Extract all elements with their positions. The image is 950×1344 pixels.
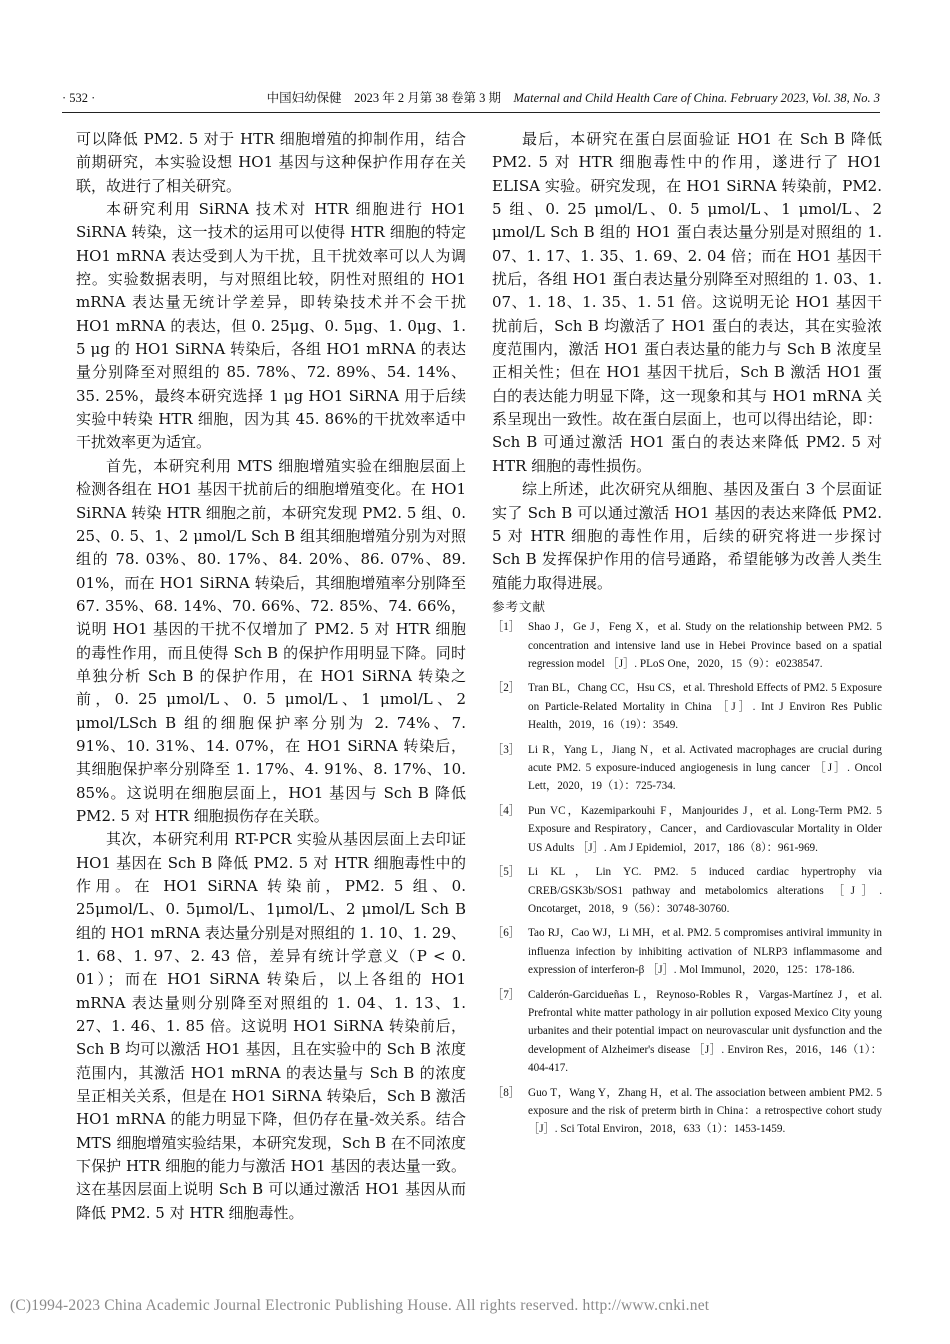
copyright-watermark: (C)1994-2023 China Academic Journal Electronic Publishing House. All rights reserved. http://www.cnki.net <box>10 1297 710 1314</box>
page-number: · 532 · <box>62 91 96 105</box>
reference-item <box>492 1084 882 1139</box>
paragraph: 综上所述，此次研究从细胞、基因及蛋白 3 个层面证实了 Sch B 可以通过激活 HO1 基因的表达来降低 PM2. 5 对 HTR 细胞的毒性作用，后续的研究将进一步探讨 Sch B 发挥保护作用的信号通路，希望能够为改善人类生殖能力取得进展。 <box>492 480 882 592</box>
paragraph: 本研究利用 SiRNA 技术对 HTR 细胞进行 HO1 SiRNA 转染，这一技术的运用可以使得 HTR 细胞的特定 HO1 mRNA 表达受到人为干扰，且干扰效率可以人为调控。实验数据表明，与对照组比较，阴性对照组的 HO1 mRNA 表达量无统计学差异，即转染技术并不会干扰 HO1 mRNA 的表达，但 0. 25μg、0. 5μg、1. 0μg、1. 5 μg 的 HO1 SiRNA 转染后，各组 HO1 mRNA 的表达量分别降至对照组的 85. 78%、72. 89%、54. 14%、35. 25%，最终本研究选择 1 μg HO1 SiRNA 用于后续实验中转染 HTR 细胞，因为其 45. 86%的干扰效率适中干扰效率更为适宜。 <box>76 200 466 452</box>
reference-text: Li R，Yang L，Jiang N，et al. Activated macrophages are crucial during acute PM2. 5 exposure-induced angiogenesis in lung cancer ［J］. Oncol Lett，2020，19（1）：725-734. <box>528 743 882 793</box>
paragraph: 首先，本研究利用 MTS 细胞增殖实验在细胞层面上检测各组在 HO1 基因干扰前后的细胞增殖变化。在 HO1 SiRNA 转染 HTR 细胞之前，本研究发现 PM2. 5 组、0. 25、0. 5、1、2 μmol/L Sch B 组其细胞增殖分别为对照组的 78. 03%、80. 17%、84. 20%、86. 07%、89. 01%，而在 HO1 SiRNA 转染后，其细胞增殖率分别降至 67. 35%、68. 14%、70. 66%、72. 85%、74. 66%，说明 HO1 基因的干扰不仅增加了 PM2. 5 对 HTR 细胞的毒性作用，而且使得 Sch B 的保护作用明显下降。同时单独分析 Sch B 的保护作用，在 HO1 SiRNA 转染之前，0. 25 μmol/L、0. 5 μmol/L、1 μmol/L、2 μmol/LSch B 组的细胞保护率分别为 2. 74%、7. 91%、10. 31%、14. 07%，在 HO1 SiRNA 转染后，其细胞保护率分别降至 1. 17%、4. 91%、8. 17%、10. 85%。这说明在细胞层面上，HO1 基因与 Sch B 降低 PM2. 5 对 HTR 细胞损伤存在关联。 <box>76 456 466 825</box>
reference-item <box>492 802 882 857</box>
reference-number: ［1］ <box>492 621 520 634</box>
reference-text: Tran BL，Chang CC，Hsu CS，et al. Threshold Effects of PM2. 5 Exposure on Particle-Related Mortality in China ［J］. Int J Environ Res Public Health，2019，16（19）：3549. <box>528 682 882 732</box>
reference-item <box>492 924 882 979</box>
journal-info <box>267 90 880 106</box>
running-header <box>62 90 880 113</box>
reference-number: ［5］ <box>492 866 520 879</box>
reference-number: ［8］ <box>492 1086 520 1099</box>
reference-number: ［6］ <box>492 927 520 940</box>
references-heading: 参考文献 <box>492 598 547 614</box>
paragraph: 可以降低 PM2. 5 对于 HTR 细胞增殖的抑制作用，结合前期研究，本实验设想 HO1 基因与这种保护作用存在关联，故进行了相关研究。 <box>76 130 466 195</box>
right-column <box>492 128 882 1145</box>
reference-number: ［7］ <box>492 988 520 1001</box>
reference-number: ［4］ <box>492 804 520 817</box>
journal-info-cn: 中国妇幼保健 2023 年 2 月第 38 卷第 3 期 <box>266 91 514 105</box>
reference-number: ［3］ <box>492 743 520 756</box>
reference-text: Pun VC，Kazemiparkouhi F，Manjourides J，et al. Long-Term PM2. 5 Exposure and Respiratory，Cancer，and Cardiovascular Mortality in Older US Adults ［J］. Am J Epidemiol，2017，186（8）：961-969. <box>528 804 882 854</box>
reference-text: Li KL，Lin YC. PM2. 5 induced cardiac hypertrophy via CREB/GSK3b/SOS1 pathway and metabolomics alterations ［J］. Oncotarget，2018，9（56）：30748-30760. <box>528 866 882 915</box>
reference-text: Guo T，Wang Y，Zhang H，et al. The association between ambient PM2. 5 exposure and the risk of preterm birth in China：a retrospective cohort study ［J］. Sci Total Environ，2018，633（1）：1453-1459. <box>528 1086 882 1136</box>
paragraph: 最后，本研究在蛋白层面验证 HO1 在 Sch B 降低 PM2. 5 对 HTR 细胞毒性中的作用，遂进行了 HO1 ELISA 实验。研究发现，在 HO1 SiRNA 转染前，PM2. 5 组、0. 25 μmol/L、0. 5 μmol/L、1 μmol/L、2 μmol/L Sch B 组的 HO1 蛋白表达量分别是对照组的 1. 07、1. 17、1. 35、1. 69、2. 04 倍；而在 HO1 基因干扰后，各组 HO1 蛋白表达量分别降至对照组的 1. 03、1. 07、1. 18、1. 35、1. 51 倍。这说明无论 HO1 基因干扰前后，Sch B 均激活了 HO1 蛋白的表达，其在实验浓度范围内，激活 HO1 蛋白表达量的能力与 Sch B 浓度呈正相关性；但在 HO1 基因干扰后，Sch B 激活 HO1 蛋白的表达能力明显下降，这一现象和其与 HO1 mRNA 关系呈现出一致性。故在蛋白层面上，也可以得出结论，即：Sch B 可通过激活 HO1 蛋白的表达来降低 PM2. 5 对 HTR 细胞的毒性损伤。 <box>492 130 883 475</box>
reference-number: ［2］ <box>492 682 520 695</box>
reference-item <box>492 618 882 673</box>
reference-text: Tao RJ，Cao WJ，Li MH，et al. PM2. 5 compromises antiviral immunity in influenza infection by inhibiting activation of NLRP3 inflammasome and expression of interferon-β ［J］. Mol Immunol，2020，125：178-186. <box>528 927 882 977</box>
reference-item <box>492 741 882 796</box>
journal-info-en: Maternal and Child Health Care of China. February 2023, Vol. 38, No. 3 <box>513 91 880 105</box>
reference-item <box>492 986 882 1078</box>
reference-text: Calderón-Garcidueñas L，Reynoso-Robles R，Vargas-Martínez J，et al. Prefrontal white matter pathology in air pollution exposed Mexico City young urbanites and their potential impact on neurovascular unit dysfunction and the development of Alzheimer's disease ［J］. Environ Res，2016，146（1）：404-417. <box>528 988 882 1075</box>
left-column <box>76 128 466 1225</box>
reference-text: Shao J，Ge J，Feng X，et al. Study on the relationship between PM2. 5 concentration and intensive land use in Hebei Province based on a spatial regression model ［J］. PLoS One，2020，15（9）：e0238547. <box>528 621 882 671</box>
references-list <box>492 618 882 1139</box>
reference-item <box>492 863 882 918</box>
paragraph: 其次，本研究利用 RT-PCR 实验从基因层面上去印证 HO1 基因在 Sch B 降低 PM2. 5 对 HTR 细胞毒性中的作用。在 HO1 SiRNA 转染前，PM2. 5 组、0. 25μmol/L、0. 5μmol/L、1μmol/L、2 μmol/L Sch B 组的 HO1 mRNA 表达量分别是对照组的 1. 10、1. 29、1. 68、1. 97、2. 43 倍，差异有统计学意义（P < 0. 01）；而在 HO1 SiRNA 转染后，以上各组的 HO1 mRNA 表达量则分别降至对照组的 1. 04、1. 13、1. 27、1. 46、1. 85 倍。这说明 HO1 SiRNA 转染前后，Sch B 均可以激活 HO1 基因，且在实验中的 Sch B 浓度范围内，其激活 HO1 mRNA 的表达量与 Sch B 的浓度呈正相关关系，但是在 HO1 SiRNA 转染后，Sch B 激活 HO1 mRNA 的能力明显下降，但仍存在量-效关系。结合 MTS 细胞增殖实验结果，本研究发现，Sch B 在不同浓度下保护 HTR 细胞的能力与激活 HO1 基因的表达量一致。这在基因层面上说明 Sch B 可以通过激活 HO1 基因从而降低 PM2. 5 对 HTR 细胞毒性。 <box>76 830 466 1222</box>
reference-item <box>492 679 882 734</box>
